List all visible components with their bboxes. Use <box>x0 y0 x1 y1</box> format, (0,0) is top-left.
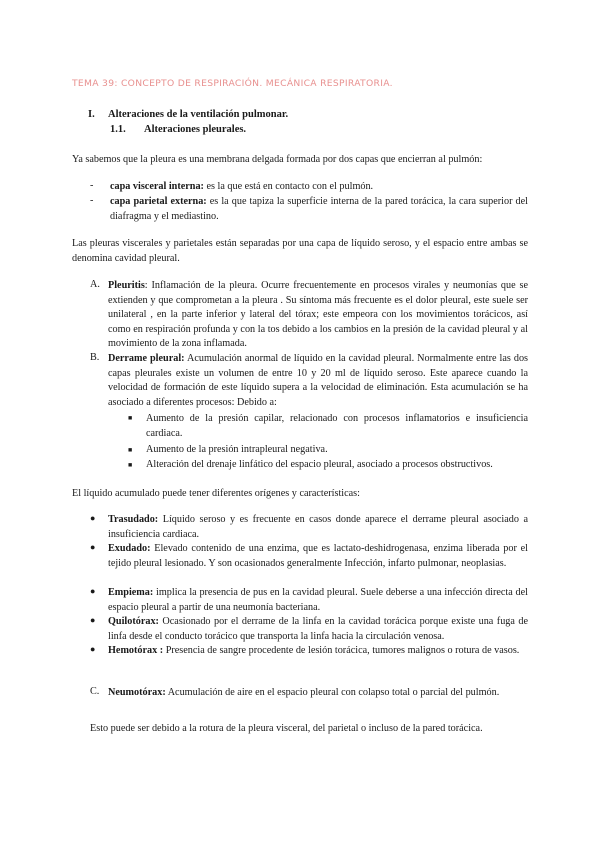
dash-marker: - <box>90 180 94 191</box>
tipo-item: Exudado: Elevado contenido de una enzima, que es lactato-deshidrogenasa, enzima liberada por el tejido pleural lesionado. Y son ocasionados generalmente Infección, infarto pulmonar, neoplasias. <box>108 543 528 569</box>
heading-1-number: I. <box>88 109 95 120</box>
list-marker: A. <box>90 279 100 290</box>
bullet-icon: ● <box>90 644 96 654</box>
derrame-item: Derrame pleural: Acumulación anormal de líquido en la cavidad pleural. Normalmente entre las dos capas pleurales existe un volumen de entre 10 y 20 ml de líquido seroso. Este aparece cuando la velocidad de formación de este líquido supera a la velocidad de eliminación. Esta acumulación se ha asociado a diferentes procesos: Debido a: <box>108 353 528 408</box>
tema-title: TEMA 39: CONCEPTO DE RESPIRACIÓN. MECÁNICA RESPIRATORIA. <box>72 78 393 89</box>
bullet-icon: ● <box>90 615 96 625</box>
capa-parietal-item: capa parietal externa: es la que tapiza la superficie interna de la pared torácica, la cara superior del diafragma y el mediastino. <box>110 196 528 222</box>
origen-paragraph: El líquido acumulado puede tener diferentes orígenes y características: <box>72 488 360 499</box>
term: capa visceral interna: <box>110 181 204 192</box>
tipo-item: Empiema: implica la presencia de pus en la cavidad pleural. Suele deberse a una infección directa del espacio pleural a partir de una neumonía bacteriana. <box>108 587 528 613</box>
term: Derrame pleural: <box>108 353 185 364</box>
term: Exudado: <box>108 543 151 554</box>
square-bullet-icon: ■ <box>128 446 133 454</box>
term: capa parietal externa: <box>110 196 207 207</box>
bullet-icon: ● <box>90 542 96 552</box>
square-bullet-icon: ■ <box>128 461 133 469</box>
heading-2-text: Alteraciones pleurales. <box>144 124 247 135</box>
separadas-paragraph: Las pleuras viscerales y parietales están separadas por una capa de líquido seroso, y el espacio entre ambas se denomina cavidad pleural. <box>72 238 528 264</box>
term: Empiema: <box>108 587 154 598</box>
term: Trasudado: <box>108 514 159 525</box>
square-bullet-icon: ■ <box>128 414 133 422</box>
heading-1-text: Alteraciones de la ventilación pulmonar. <box>108 109 289 120</box>
final-paragraph: Esto puede ser debido a la rotura de la pleura visceral, del parietal o incluso de la pared torácica. <box>90 723 483 734</box>
bullet-icon: ● <box>90 513 96 523</box>
heading-2 <box>110 124 246 135</box>
bullet-icon: ● <box>90 586 96 596</box>
term: Neumotórax: <box>108 687 166 698</box>
heading-1 <box>88 109 288 120</box>
capa-visceral-item: capa visceral interna: es la que está en contacto con el pulmón. <box>110 181 374 192</box>
term: Hemotórax : <box>108 645 164 656</box>
term: Quilotórax: <box>108 616 159 627</box>
heading-2-number: 1.1. <box>110 124 126 135</box>
neumotorax-item: Neumotórax: Acumulación de aire en el espacio pleural con colapso total o parcial del pulmón. <box>108 687 500 698</box>
intro-paragraph: Ya sabemos que la pleura es una membrana delgada formada por dos capas que encierran al pulmón: <box>72 154 483 165</box>
list-marker: B. <box>90 352 100 363</box>
dash-marker: - <box>90 195 94 206</box>
list-marker: C. <box>90 686 100 697</box>
proceso-item: Aumento de la presión intrapleural negativa. <box>146 444 328 455</box>
tipo-item: Hemotórax : Presencia de sangre procedente de lesión torácica, tumores malignos o rotura de vasos. <box>108 645 520 656</box>
proceso-item: Aumento de la presión capilar, relacionado con procesos inflamatorios e insuficiencia cardiaca. <box>146 413 528 439</box>
proceso-item: Alteración del drenaje linfático del espacio pleural, asociado a procesos obstructivos. <box>146 459 493 470</box>
pleuritis-item: Pleuritis: Inflamación de la pleura. Ocurre frecuentemente en procesos virales y neumonías que se extienden y que comprometan a la pleura . Su síntoma más frecuente es el dolor pleural, este suele ser unilateral , en la parte inferior y lateral del tórax; este empeora con los movimientos torácicos, así como en respiración profunda y con la tos debido a los cambios en la presión de la cavidad pleural y al movimiento de la zona inflamada. <box>108 280 528 350</box>
tipo-item: Quilotórax: Ocasionado por el derrame de la linfa en la cavidad torácica porque existe una fuga de linfa desde el conducto torácico que transporta la linfa hacia la circulación venosa. <box>108 616 528 642</box>
tipo-item: Trasudado: Líquido seroso y es frecuente en casos donde aparece el derrame pleural asociado a insuficiencia cardiaca. <box>108 514 528 540</box>
term: Pleuritis <box>108 280 145 291</box>
